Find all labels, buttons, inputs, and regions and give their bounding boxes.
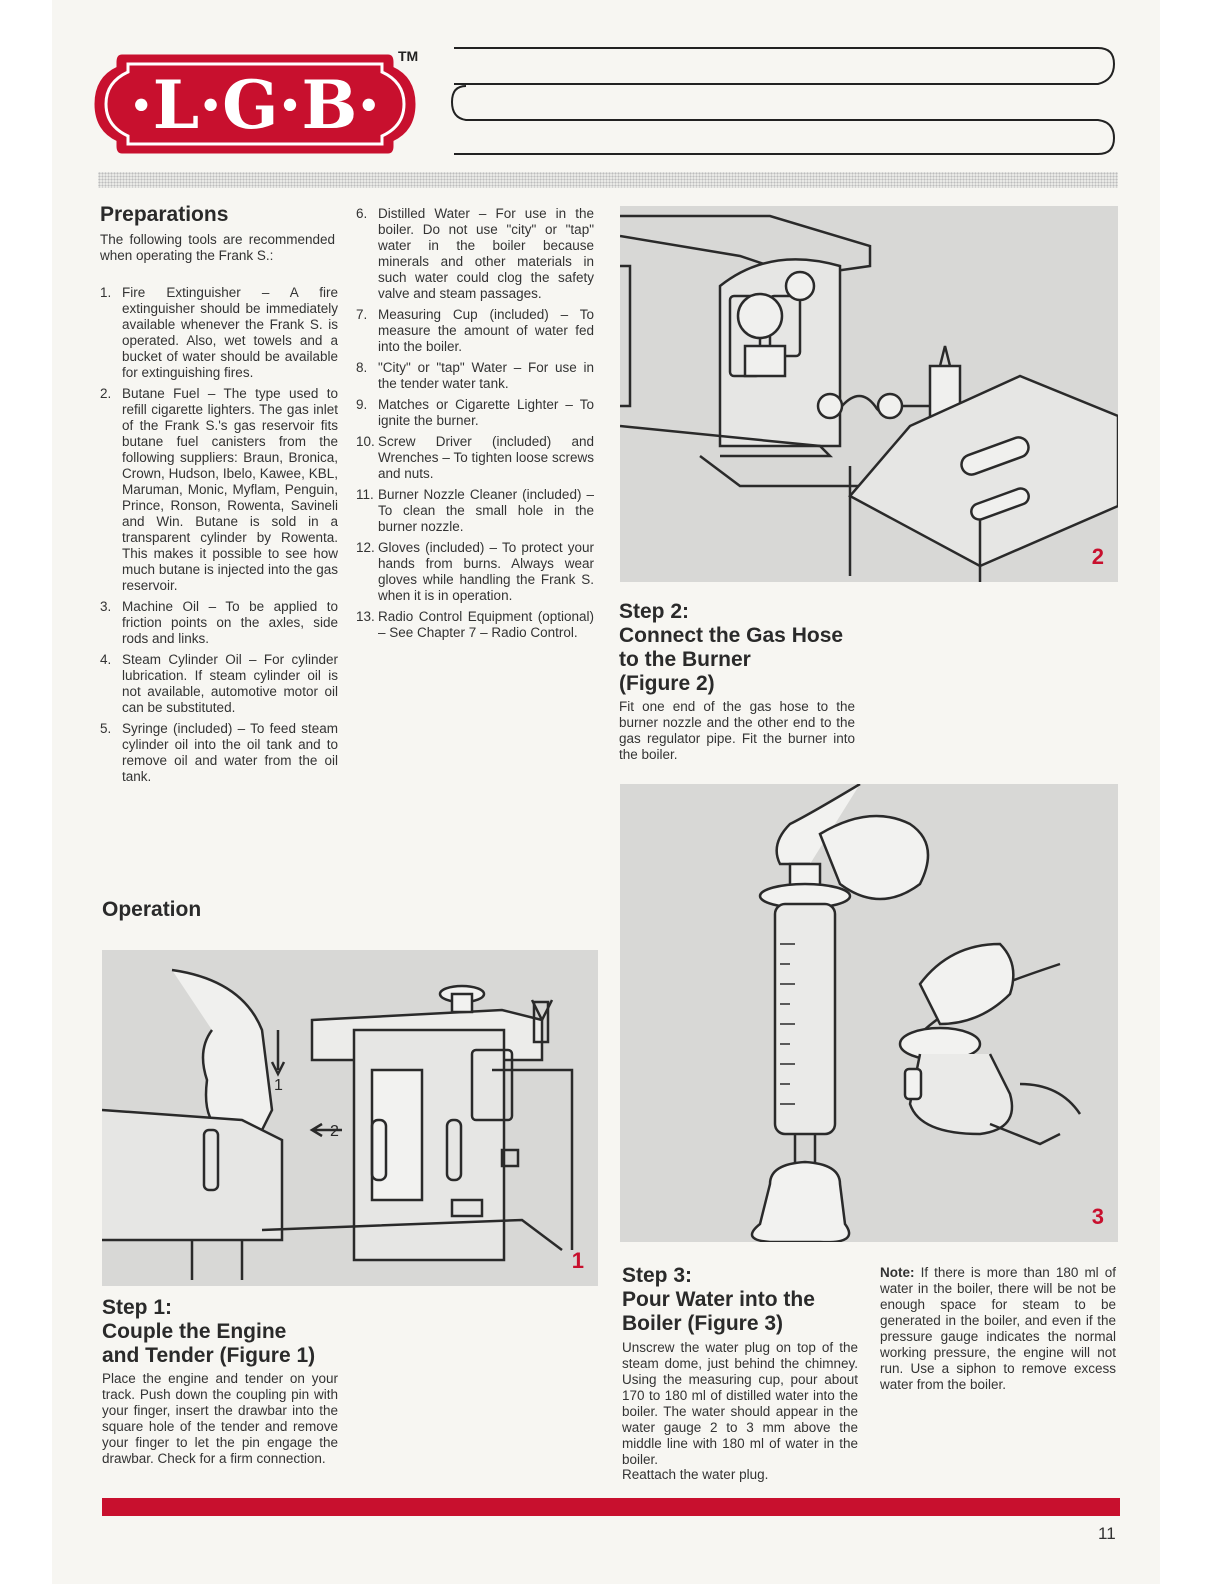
- list-item: 6. Distilled Water – For use in the boiler. Do not use "city" or "tap" water in the boiler because minerals and other materials in such water could clog the safety valve and steam passages.: [356, 206, 594, 301]
- step-2-title-line2: to the Burner: [619, 648, 751, 671]
- step-1-label: Step 1:: [102, 1296, 173, 1319]
- note-text: If there is more than 180 ml of water in the boiler, there will be not be enough space for steam to be generated in the boiler, and even if the pressure gauge indicates the normal working pressure, the engine will not run. Use a siphon to remove excess water from the boiler.: [880, 1265, 1116, 1392]
- step-1-title-line2: and Tender (Figure 1): [102, 1344, 316, 1367]
- preparations-list-2: [356, 206, 594, 646]
- list-item: 11. Burner Nozzle Cleaner (included) – To clean the small hole in the burner nozzle.: [356, 487, 594, 534]
- step-2-title-line1: Connect the Gas Hose: [619, 624, 844, 647]
- step-3-title-line1: Pour Water into the: [622, 1288, 815, 1311]
- note: [880, 1265, 1116, 1393]
- list-item: 1. Fire Extinguisher – A fire extinguisher should be immediately available whenever the Frank S. is operated. Also, wet towels and a bucket of water should be available for extinguishing fires.: [100, 285, 338, 380]
- figure-number: 3: [1091, 1204, 1104, 1229]
- list-item: 7. Measuring Cup (included) – To measure the amount of water fed into the boiler.: [356, 307, 594, 354]
- list-item: 9. Matches or Cigarette Lighter – To ignite the burner.: [356, 397, 594, 428]
- preparations-list-1: [100, 285, 338, 790]
- trademark: TM: [398, 48, 419, 64]
- header-band: [98, 172, 1118, 188]
- list-item: 2. Butane Fuel – The type used to refill cigarette lighters. The gas inlet of the Frank S.'s gas reservoir fits butane fuel canisters from the following suppliers: Braun, Bronica, Crown, Hudson, Ibelo, Kawee, KBL, Maruman, Monic, Myflam, Penguin, Prince, Ronson, Rowenta, Savineli and Win. Butane is sold in a transparent cylinder by Rowenta. This makes it possible to see how much butane is injected into the gas reservoir.: [100, 386, 338, 593]
- arrow-label-1: 1: [274, 1077, 283, 1094]
- logo-text: ·L·G·B·: [129, 66, 381, 144]
- arrow-label-2: 2: [330, 1123, 339, 1140]
- note-label: Note:: [880, 1265, 915, 1280]
- figure-1-illustration: [102, 950, 598, 1286]
- step-2-title-line3: (Figure 2): [619, 672, 715, 695]
- step-1-body: Place the engine and tender on your track. Push down the coupling pin with your finger, insert the drawbar into the square hole of the tender and remove your finger to let the pin engage the drawbar. Check for a firm connection.: [102, 1371, 338, 1466]
- figure-3-pour-water: [620, 784, 1118, 1242]
- list-item: 4. Steam Cylinder Oil – For cylinder lubrication. If steam cylinder oil is not available, automotive motor oil can be substituted.: [100, 652, 338, 715]
- lgb-logo: [92, 48, 418, 160]
- step-2-body: Fit one end of the gas hose to the burner nozzle and the other end to the gas regulator pipe. Fit the burner into the boiler.: [619, 699, 855, 762]
- list-item: 8. "City" or "tap" Water – For use in the tender water tank.: [356, 360, 594, 391]
- list-item: 10. Screw Driver (included) and Wrenches – To tighten loose screws and nuts.: [356, 434, 594, 481]
- figure-2-illustration: [620, 206, 1118, 582]
- list-item: 13. Radio Control Equipment (optional) – See Chapter 7 – Radio Control.: [356, 609, 594, 640]
- step-3-body-2: Reattach the water plug.: [622, 1467, 769, 1482]
- step-1-title-line1: Couple the Engine: [102, 1320, 287, 1343]
- step-3-label: Step 3:: [622, 1264, 693, 1287]
- step-3-title-line2: Boiler (Figure 3): [622, 1312, 784, 1335]
- figure-number: 1: [571, 1248, 584, 1273]
- header-decoration: [448, 44, 1120, 160]
- step-2-label: Step 2:: [619, 600, 690, 623]
- list-item: 5. Syringe (included) – To feed steam cylinder oil into the oil tank and to remove oil and water from the oil tank.: [100, 721, 338, 784]
- list-item: 3. Machine Oil – To be applied to friction points on the axles, side rods and links.: [100, 599, 338, 646]
- operation-title: Operation: [102, 898, 202, 921]
- page-number: 11: [1098, 1524, 1116, 1543]
- figure-2-gas-hose: [620, 206, 1118, 582]
- preparations-intro: The following tools are recommended when operating the Frank S.:: [100, 232, 335, 263]
- figure-1-couple-engine: [102, 950, 598, 1286]
- step-3-body: Unscrew the water plug on top of the steam dome, just behind the chimney. Using the measuring cup, pour about 170 to 180 ml of distilled water into the boiler. The water should appear in the water gauge 2 to 3 mm above the middle line with 180 ml of water in the boiler.: [622, 1340, 858, 1467]
- list-item: 12. Gloves (included) – To protect your hands from burns. Always wear gloves while handling the Frank S. when it is in operation.: [356, 540, 594, 603]
- preparations-title: Preparations: [100, 203, 229, 226]
- figure-3-illustration: [620, 784, 1118, 1242]
- footer-bar: [102, 1498, 1120, 1516]
- figure-number: 2: [1091, 544, 1104, 569]
